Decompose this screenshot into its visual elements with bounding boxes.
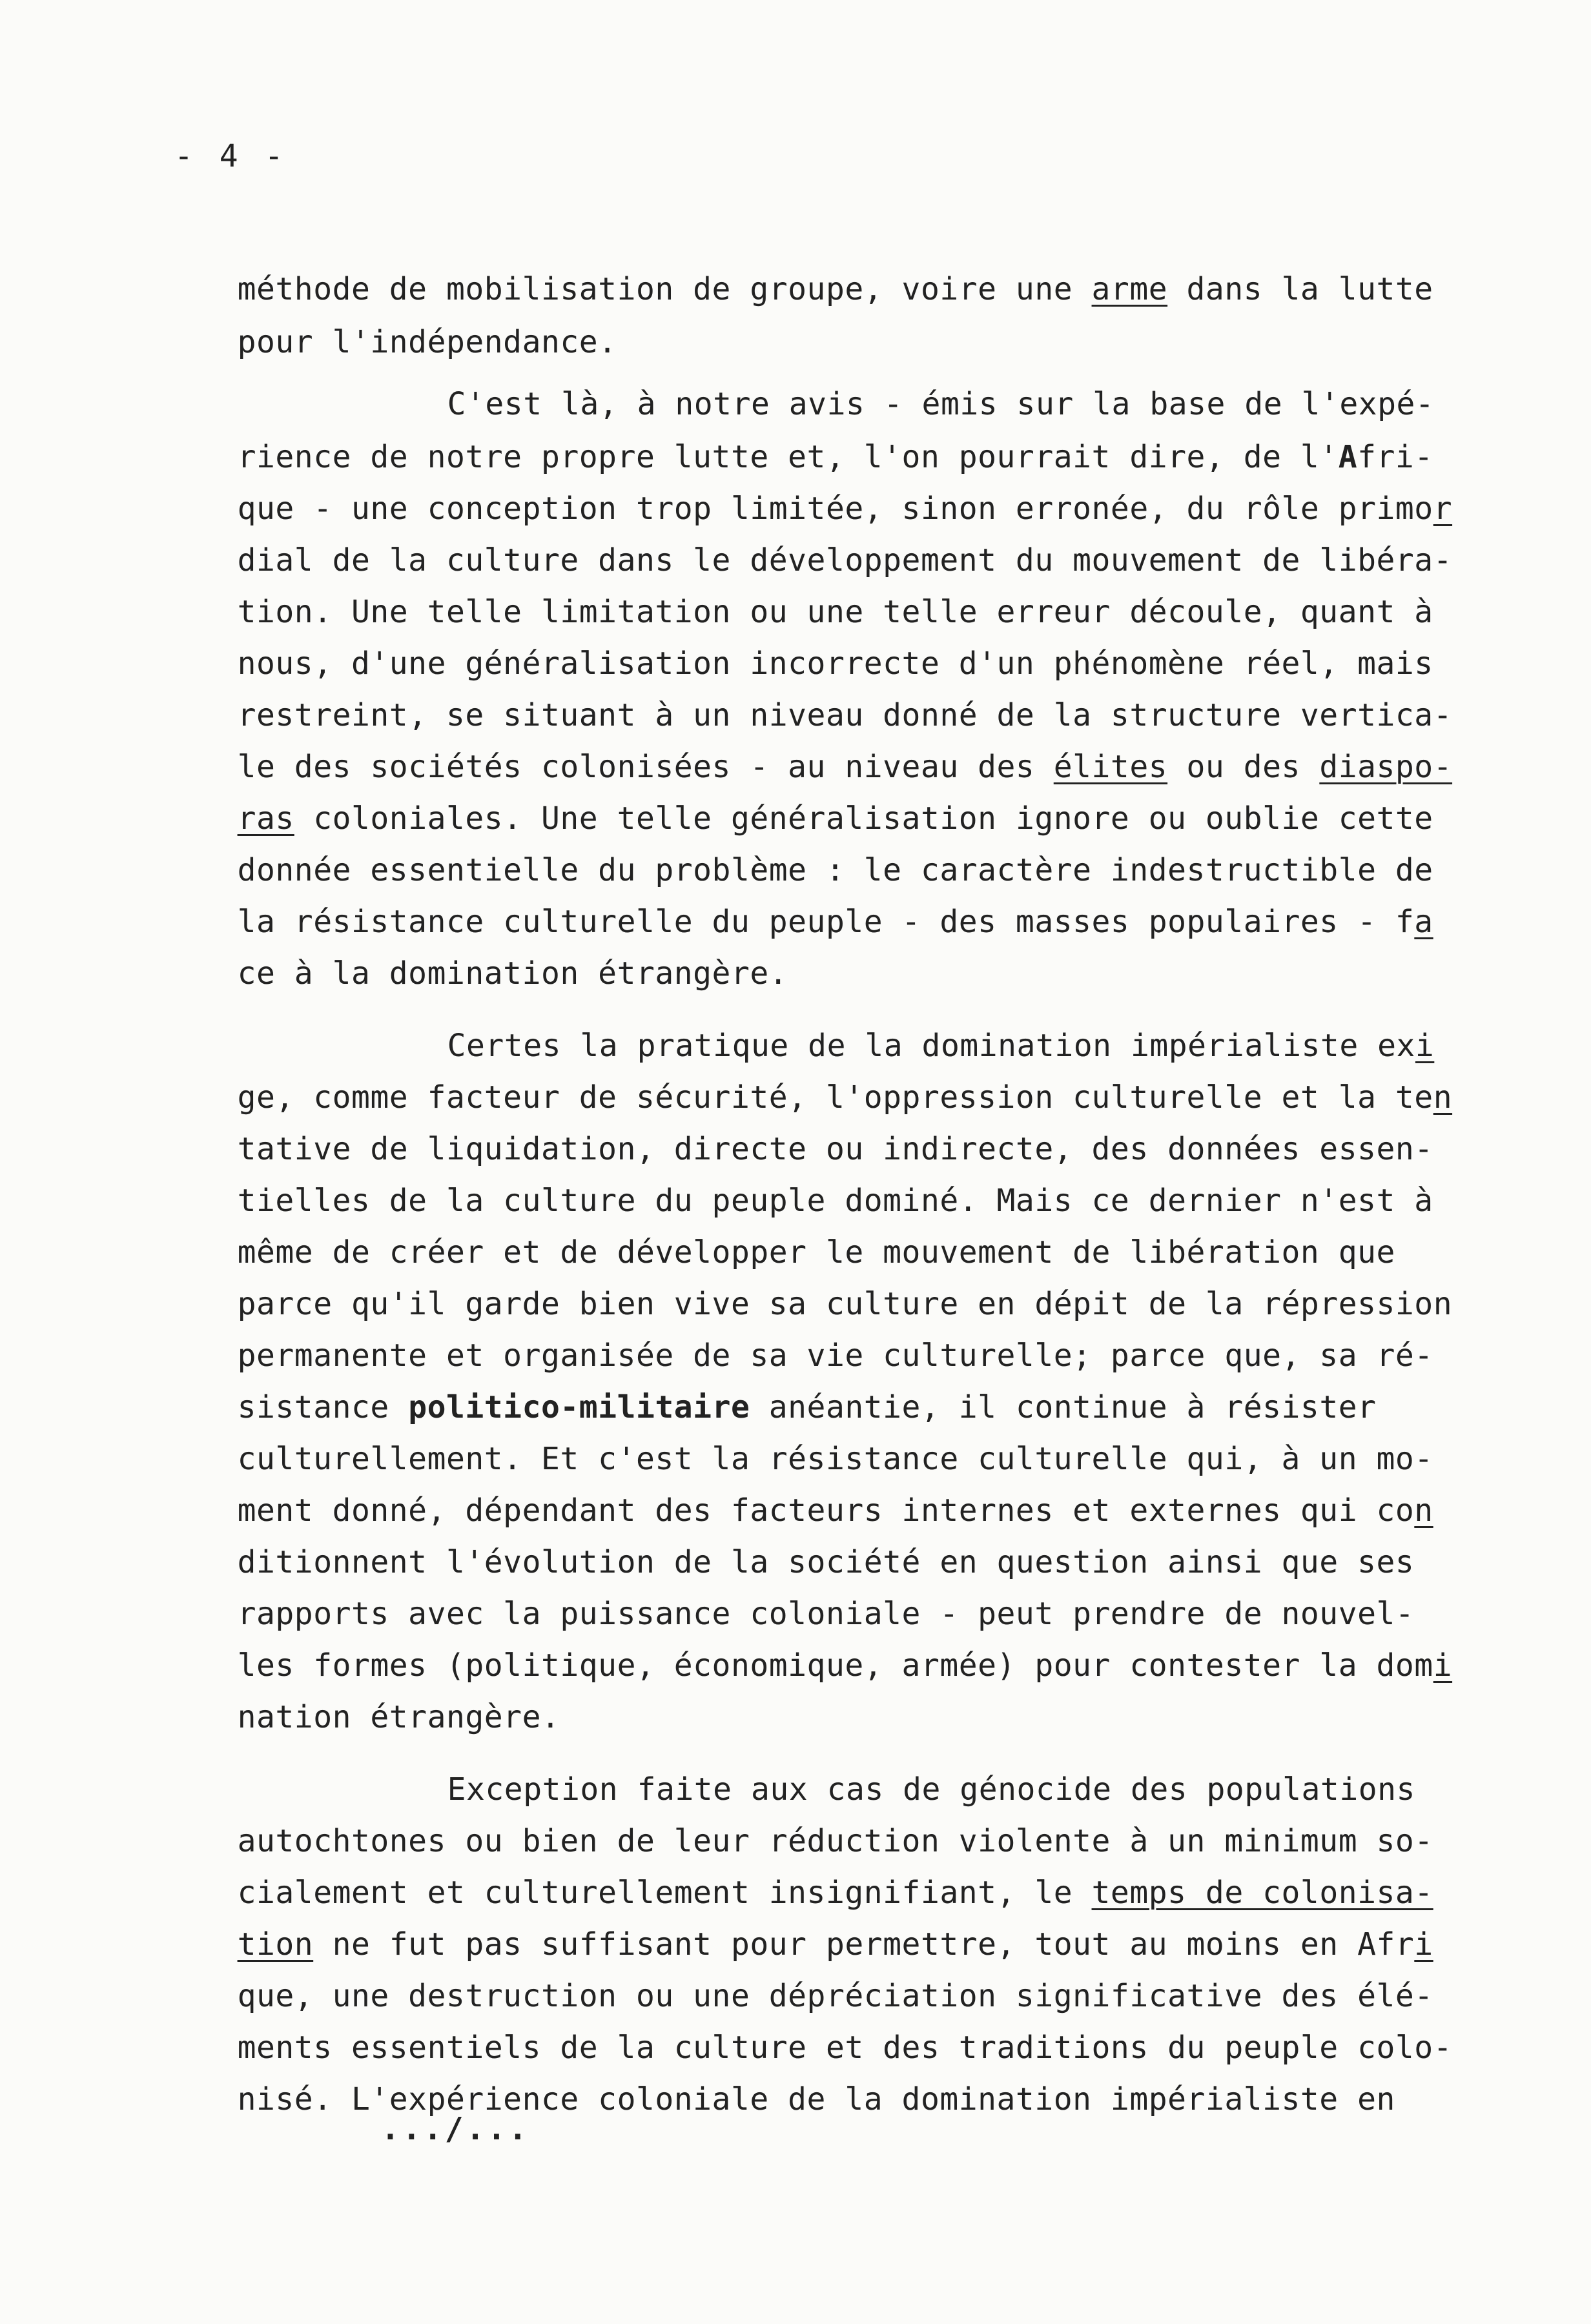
text-line: rience de notre propre lutte et, l'on pourrait dire, de l'Afri-: [237, 439, 1433, 475]
text-line: les formes (politique, économique, armée) pour contester la domi: [237, 1647, 1453, 1684]
text-line: la résistance culturelle du peuple - des masses populaires - fa: [237, 904, 1433, 940]
text-line: sistance politico-militaire anéantie, il continue à résister: [237, 1389, 1377, 1425]
text-line: Certes la pratique de la domination impérialiste exi: [447, 1028, 1435, 1064]
text-line: dial de la culture dans le développement du mouvement de libéra-: [237, 542, 1453, 578]
text-line: méthode de mobilisation de groupe, voire une arme dans la lutte: [237, 271, 1433, 307]
page-number: - 4 -: [174, 138, 287, 174]
text-line: parce qu'il garde bien vive sa culture en dépit de la répression: [237, 1286, 1453, 1322]
text-line: Exception faite aux cas de génocide des populations: [447, 1771, 1415, 1808]
text-line: tielles de la culture du peuple dominé. Mais ce dernier n'est à: [237, 1183, 1433, 1219]
text-line: ce à la domination étrangère.: [237, 955, 788, 992]
continuation-marker: .../...: [381, 2111, 530, 2147]
text-line: que - une conception trop limitée, sinon erronée, du rôle primor: [237, 491, 1453, 527]
text-line: nisé. L'expérience coloniale de la domination impérialiste en: [237, 2081, 1395, 2117]
text-line: tion. Une telle limitation ou une telle erreur découle, quant à: [237, 594, 1433, 630]
text-line: tative de liquidation, directe ou indirecte, des données essen-: [237, 1131, 1433, 1167]
text-line: même de créer et de développer le mouvement de libération que: [237, 1234, 1395, 1270]
text-line: nous, d'une généralisation incorrecte d'un phénomène réel, mais: [237, 646, 1433, 682]
text-line: pour l'indépendance.: [237, 324, 617, 360]
text-line: C'est là, à notre avis - émis sur la base de l'expé-: [447, 386, 1435, 422]
text-line: permanente et organisée de sa vie culturelle; parce que, sa ré-: [237, 1338, 1433, 1374]
text-line: cialement et culturellement insignifiant, le temps de colonisa-: [237, 1875, 1433, 1911]
text-line: nation étrangère.: [237, 1699, 560, 1735]
text-line: ditionnent l'évolution de la société en question ainsi que ses: [237, 1544, 1415, 1580]
text-line: donnée essentielle du problème : le caractère indestructible de: [237, 852, 1433, 888]
text-line: ras coloniales. Une telle généralisation ignore ou oublie cette: [237, 800, 1433, 837]
text-line: ments essentiels de la culture et des traditions du peuple colo-: [237, 2030, 1453, 2066]
text-line: tion ne fut pas suffisant pour permettre, tout au moins en Afri: [237, 1926, 1433, 1962]
text-line: le des sociétés colonisées - au niveau des élites ou des diaspo-: [237, 749, 1453, 785]
text-line: restreint, se situant à un niveau donné de la structure vertica-: [237, 697, 1453, 733]
text-line: culturellement. Et c'est la résistance culturelle qui, à un mo-: [237, 1441, 1433, 1477]
text-line: ge, comme facteur de sécurité, l'oppression culturelle et la ten: [237, 1079, 1453, 1116]
text-line: ment donné, dépendant des facteurs internes et externes qui con: [237, 1493, 1433, 1529]
text-line: rapports avec la puissance coloniale - peut prendre de nouvel-: [237, 1596, 1415, 1632]
text-line: autochtones ou bien de leur réduction violente à un minimum so-: [237, 1823, 1433, 1859]
text-line: que, une destruction ou une dépréciation significative des élé-: [237, 1978, 1433, 2014]
